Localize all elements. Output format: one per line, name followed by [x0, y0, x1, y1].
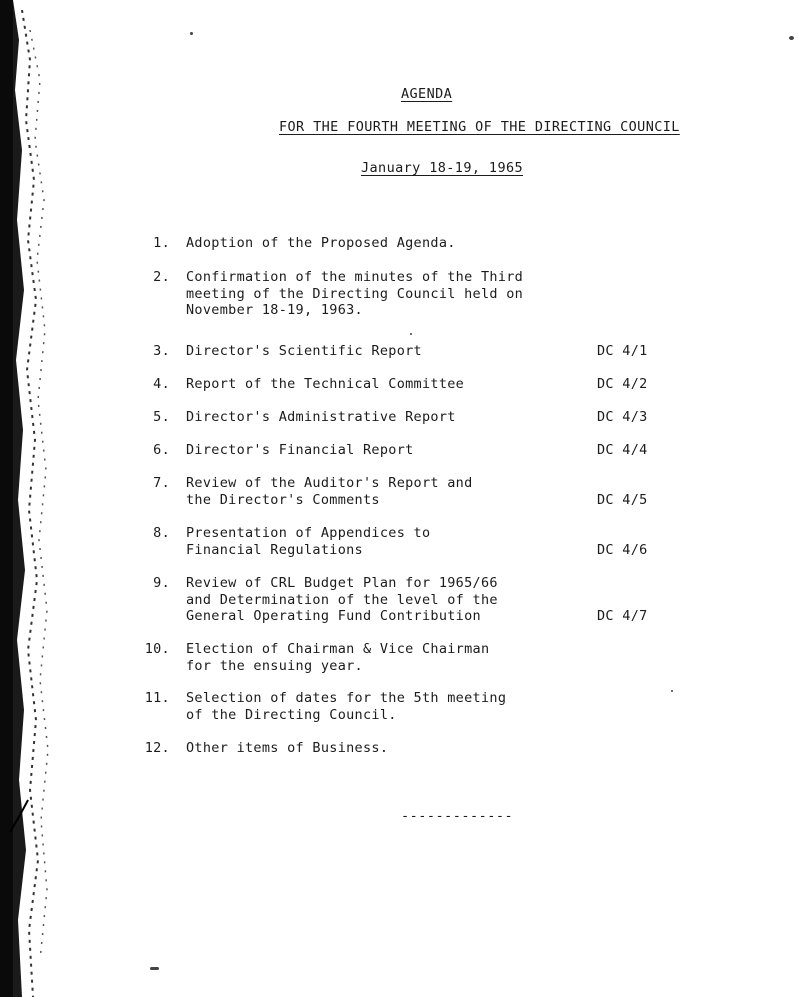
agenda-item-text: Director's Scientific Report — [186, 343, 422, 359]
agenda-item-text: Review of CRL Budget Plan for 1965/66 and Determination of the level of the General Operating Fund Contribution — [186, 575, 498, 624]
agenda-item-reference: DC 4/6 — [597, 542, 648, 558]
agenda-item-text: Adoption of the Proposed Agenda. — [186, 235, 456, 251]
agenda-item-number: 1. — [153, 235, 170, 251]
scan-speck — [150, 967, 159, 970]
agenda-item-number: 12. — [144, 740, 170, 756]
agenda-item-number: 8. — [153, 525, 170, 541]
agenda-item-number: 4. — [153, 376, 170, 392]
scan-speck — [410, 333, 412, 335]
agenda-item-text: Selection of dates for the 5th meeting of the Directing Council. — [186, 690, 507, 723]
agenda-item-number: 5. — [153, 409, 170, 425]
scan-speck — [789, 36, 794, 40]
agenda-item-reference: DC 4/7 — [597, 608, 648, 624]
agenda-item-text: Presentation of Appendices to Financial Regulations — [186, 525, 431, 558]
agenda-item-text: Confirmation of the minutes of the Third meeting of the Directing Council held on November 18-19, 1963. — [186, 269, 524, 318]
agenda-item-text: Director's Financial Report — [186, 442, 414, 458]
scan-speck — [671, 690, 673, 692]
agenda-item-number: 10. — [144, 641, 170, 657]
meeting-subtitle: FOR THE FOURTH MEETING OF THE DIRECTING COUNCIL — [279, 119, 680, 135]
agenda-item-text: Review of the Auditor's Report and the Director's Comments — [186, 475, 473, 508]
agenda-item-text: Report of the Technical Committee — [186, 376, 465, 392]
agenda-item-number: 2. — [153, 269, 170, 285]
agenda-item-text: Other items of Business. — [186, 740, 389, 756]
agenda-item-reference: DC 4/4 — [597, 442, 648, 458]
agenda-item-reference: DC 4/1 — [597, 343, 648, 359]
agenda-item-number: 11. — [144, 690, 170, 706]
meeting-date: January 18-19, 1965 — [361, 160, 524, 176]
agenda-item-text: Election of Chairman & Vice Chairman for the ensuing year. — [186, 641, 490, 674]
scan-speck — [190, 32, 193, 35]
agenda-title: AGENDA — [401, 86, 453, 102]
agenda-item-text: Director's Administrative Report — [186, 409, 456, 425]
agenda-item-number: 7. — [153, 475, 170, 491]
agenda-item-number: 9. — [153, 575, 170, 591]
agenda-item-reference: DC 4/2 — [597, 376, 648, 392]
closing-dashed-rule: ------------- — [401, 808, 514, 824]
agenda-item-reference: DC 4/5 — [597, 492, 648, 508]
scanned-binding-edge — [0, 0, 58, 997]
agenda-item-number: 3. — [153, 343, 170, 359]
agenda-item-reference: DC 4/3 — [597, 409, 648, 425]
agenda-item-number: 6. — [153, 442, 170, 458]
